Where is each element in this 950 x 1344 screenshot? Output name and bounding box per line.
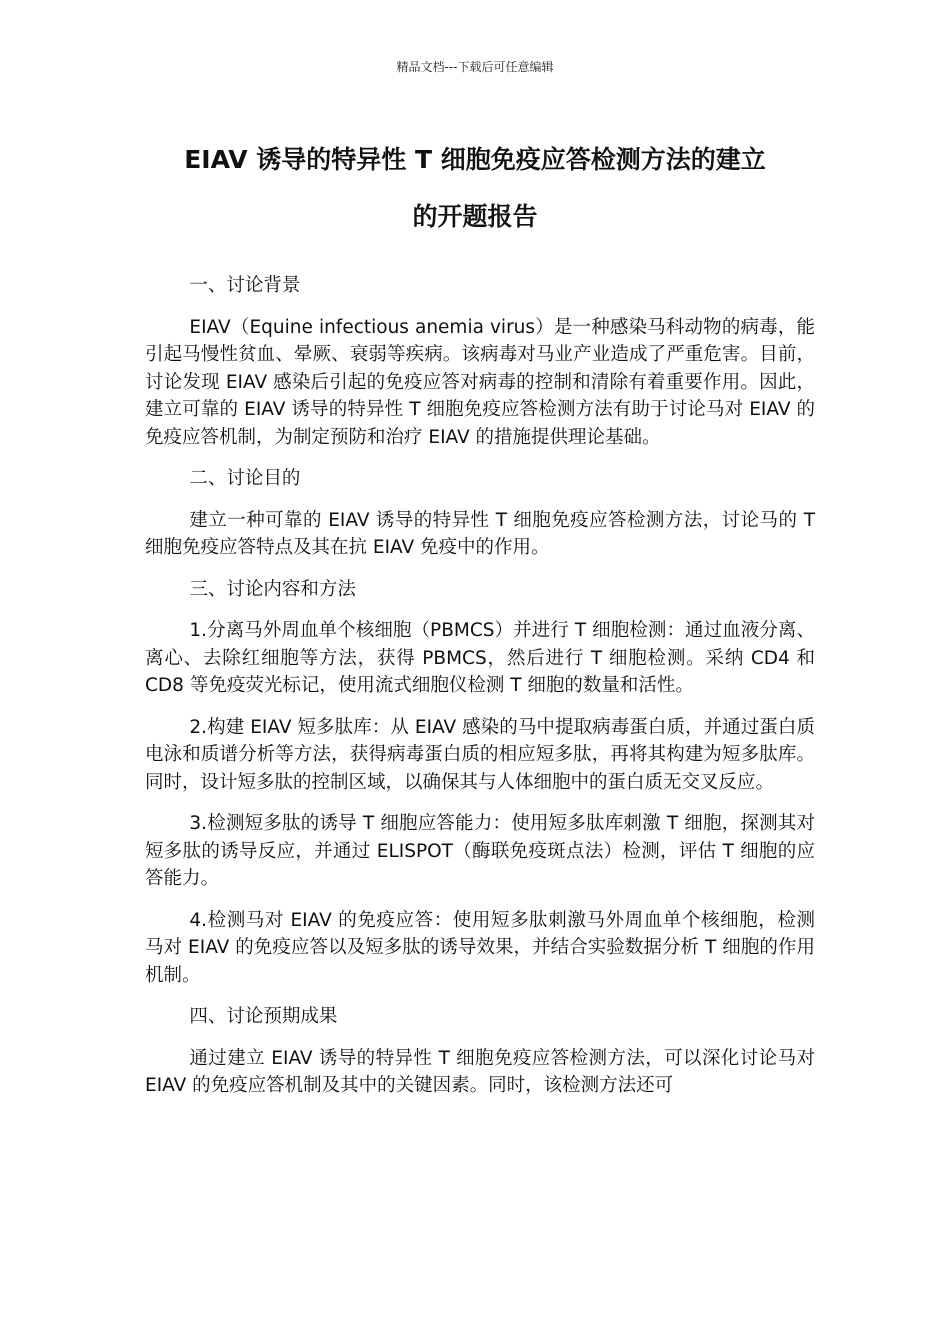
paragraph-method-3: 3.检测短多肽的诱导 T 细胞应答能力：使用短多肽库刺激 T 细胞，探测其对短多肽的诱导反应，并通过 ELISPOT（酶联免疫斑点法）检测，评估 T 细胞的应答能力。 — [145, 813, 815, 889]
section-heading-background: 一、讨论背景 — [189, 275, 301, 296]
section-heading-purpose: 二、讨论目的 — [189, 468, 301, 489]
paragraph-purpose: 建立一种可靠的 EIAV 诱导的特异性 T 细胞免疫应答检测方法，讨论马的 T 细胞免疫应答特点及其在抗 EIAV 免疫中的作用。 — [145, 509, 815, 558]
section-heading-expected-results: 四、讨论预期成果 — [189, 1006, 338, 1027]
paragraph-method-1: 1.分离马外周血单个核细胞（PBMCS）并进行 T 细胞检测：通过血液分离、离心、去除红细胞等方法，获得 PBMCS，然后进行 T 细胞检测。采纳 CD4 和 CD8 等免疫荧光标记，使用流式细胞仪检测 T 细胞的数量和活性。 — [145, 620, 815, 696]
paragraph-background: EIAV（Equine infectious anemia virus）是一种感染马科动物的病毒，能引起马慢性贫血、晕厥、衰弱等疾病。该病毒对马业产业造成了严重危害。目前，讨论发现 EIAV 感染后引起的免疫应答对病毒的控制和清除有着重要作用。因此，建立可靠的 EIAV 诱导的特异性 T 细胞免疫应答检测方法有助于讨论马对 EIAV 的免疫应答机制，为制定预防和治疗 EIAV 的措施提供理论基础。 — [145, 316, 815, 448]
document-title-line2: 的开题报告 — [412, 202, 538, 231]
document-body — [145, 272, 815, 1114]
section-heading-methods: 三、讨论内容和方法 — [189, 578, 356, 600]
document-title-line1: EIAV 诱导的特异性 T 细胞免疫应答检测方法的建立 — [184, 145, 766, 174]
page-header: 精品文档---下载后可任意编辑 — [396, 60, 554, 74]
paragraph-method-2: 2.构建 EIAV 短多肽库：从 EIAV 感染的马中提取病毒蛋白质，并通过蛋白质电泳和质谱分析等方法，获得病毒蛋白质的相应短多肽，再将其构建为短多肽库。同时，设计短多肽的控制区域，以确保其与人体细胞中的蛋白质无交叉反应。 — [145, 716, 815, 793]
paragraph-method-4: 4.检测马对 EIAV 的免疫应答：使用短多肽刺激马外周血单个核细胞，检测马对 EIAV 的免疫应答以及短多肽的诱导效果，并结合实验数据分析 T 细胞的作用机制。 — [145, 909, 815, 986]
paragraph-expected-results: 通过建立 EIAV 诱导的特异性 T 细胞免疫应答检测方法，可以深化讨论马对 EIAV 的免疫应答机制及其中的关键因素。同时，该检测方法还可 — [145, 1047, 815, 1096]
